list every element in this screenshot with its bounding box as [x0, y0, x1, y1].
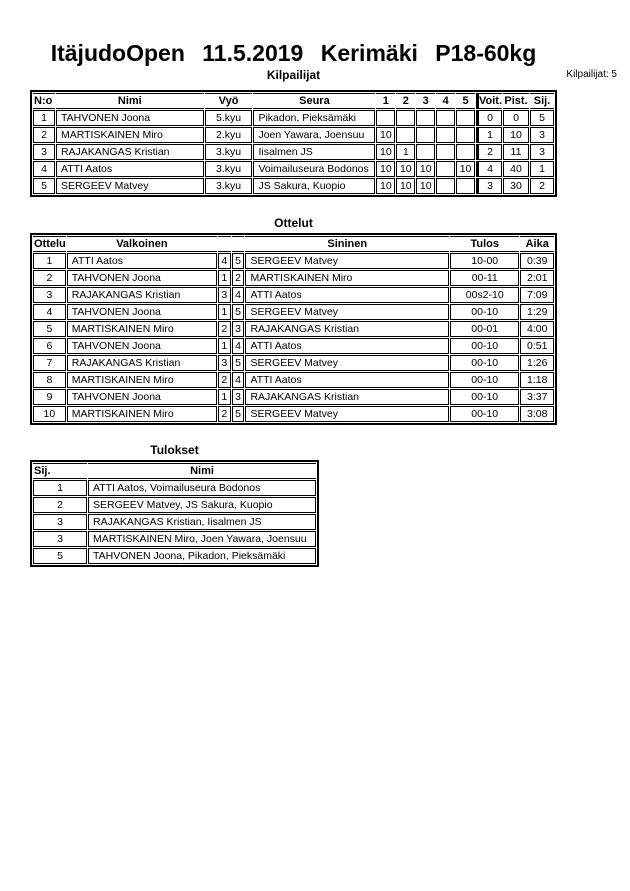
- cell-round-2: 10: [396, 178, 415, 194]
- cell-aika: 7:09: [520, 287, 554, 303]
- cell-white-number: 1: [218, 389, 231, 405]
- cell-match-no: 10: [33, 406, 66, 422]
- cell-tulos: 00-10: [450, 304, 520, 320]
- cell-aika: 1:29: [520, 304, 554, 320]
- cell-no: 2: [33, 127, 55, 143]
- cell-sij: 5: [530, 110, 554, 126]
- cell-valkoinen: TAHVONEN Joona: [67, 304, 217, 320]
- cell-valkoinen: RAJAKANGAS Kristian: [67, 355, 217, 371]
- cell-aika: 3:08: [520, 406, 554, 422]
- cell-white-number: 1: [218, 338, 231, 354]
- cell-aika: 0:51: [520, 338, 554, 354]
- table-header-row: [33, 463, 316, 479]
- cell-pist: 40: [503, 161, 529, 177]
- cell-aika: 3:37: [520, 389, 554, 405]
- cell-tulos: 00-10: [450, 355, 520, 371]
- table-row: [33, 253, 554, 269]
- cell-round-5: [456, 178, 475, 194]
- header-nimi: Nimi: [88, 463, 316, 479]
- cell-match-no: 2: [33, 270, 66, 286]
- cell-pist: 30: [503, 178, 529, 194]
- cell-sij: 2: [530, 178, 554, 194]
- header-tulos: Tulos: [450, 236, 520, 252]
- page-content: [30, 0, 557, 567]
- cell-white-number: 2: [218, 372, 231, 388]
- cell-round-1: 10: [376, 178, 395, 194]
- table-row: [33, 497, 316, 513]
- cell-sininen: SERGEEV Matvey: [245, 253, 449, 269]
- cell-pist: 0: [503, 110, 529, 126]
- cell-round-4: [436, 161, 455, 177]
- cell-round-3: [416, 127, 435, 143]
- cell-sij: 3: [530, 144, 554, 160]
- cell-round-1: 10: [376, 161, 395, 177]
- cell-no: 4: [33, 161, 55, 177]
- header-ottelu: Ottelu: [34, 238, 66, 250]
- section-title-kilpailijat: Kilpailijat: [266, 68, 321, 82]
- cell-blue-number: 4: [232, 287, 245, 303]
- table-row: [33, 389, 554, 405]
- cell-valkoinen: RAJAKANGAS Kristian: [67, 287, 217, 303]
- cell-nimi: SERGEEV Matvey, JS Sakura, Kuopio: [88, 497, 316, 513]
- header-white-number: [218, 236, 231, 252]
- cell-tulos: 00-10: [450, 389, 520, 405]
- competitors-count: Kilpailijat: 5: [566, 69, 617, 80]
- table-row: [33, 144, 554, 160]
- header-pist: Pist.: [504, 95, 528, 107]
- cell-round-1: 10: [376, 127, 395, 143]
- cell-sij: 5: [33, 548, 87, 564]
- table-row: [33, 480, 316, 496]
- cell-no: 3: [33, 144, 55, 160]
- cell-sininen: RAJAKANGAS Kristian: [245, 321, 449, 337]
- header-seura: Seura: [253, 93, 375, 109]
- cell-tulos: 10-00: [450, 253, 520, 269]
- table-row: [33, 178, 554, 194]
- table-row: [33, 304, 554, 320]
- cell-match-no: 1: [33, 253, 66, 269]
- cell-white-number: 3: [218, 287, 231, 303]
- cell-blue-number: 5: [232, 355, 245, 371]
- cell-sij: 1: [33, 480, 87, 496]
- cell-sij: 3: [530, 127, 554, 143]
- cell-sininen: SERGEEV Matvey: [245, 304, 449, 320]
- cell-sininen: SERGEEV Matvey: [245, 355, 449, 371]
- cell-nimi: RAJAKANGAS Kristian, Iisalmen JS: [88, 514, 316, 530]
- cell-sij: 1: [530, 161, 554, 177]
- cell-blue-number: 3: [232, 321, 245, 337]
- header-sij: Sij.: [33, 463, 87, 479]
- cell-sininen: MARTISKAINEN Miro: [245, 270, 449, 286]
- table-row: [33, 287, 554, 303]
- header-blue-number: [232, 236, 245, 252]
- cell-blue-number: 2: [232, 270, 245, 286]
- cell-seura: Iisalmen JS: [253, 144, 375, 160]
- cell-valkoinen: MARTISKAINEN Miro: [67, 406, 217, 422]
- cell-round-3: 10: [416, 161, 435, 177]
- table-row: [33, 355, 554, 371]
- section-title-tulokset: Tulokset: [150, 443, 199, 457]
- cell-tulos: 00s2-10: [450, 287, 520, 303]
- cell-round-5: [456, 144, 475, 160]
- cell-blue-number: 5: [232, 304, 245, 320]
- header-round-5: 5: [456, 93, 475, 109]
- cell-blue-number: 4: [232, 372, 245, 388]
- header-valkoinen: Valkoinen: [67, 236, 217, 252]
- cell-voit: 0: [476, 110, 502, 126]
- cell-aika: 4:00: [520, 321, 554, 337]
- cell-round-4: [436, 110, 455, 126]
- cell-nimi: ATTI Aatos, Voimailuseura Bodonos: [88, 480, 316, 496]
- header-round-4: 4: [436, 93, 455, 109]
- cell-blue-number: 5: [232, 253, 245, 269]
- header-nimi: Nimi: [56, 93, 204, 109]
- header-round-1: 1: [376, 93, 395, 109]
- table-row: [33, 161, 554, 177]
- cell-round-2: 10: [396, 161, 415, 177]
- cell-round-3: [416, 144, 435, 160]
- cell-match-no: 4: [33, 304, 66, 320]
- cell-valkoinen: TAHVONEN Joona: [67, 338, 217, 354]
- cell-nimi: MARTISKAINEN Miro: [56, 127, 204, 143]
- cell-round-2: [396, 110, 415, 126]
- cell-round-3: 10: [416, 178, 435, 194]
- cell-round-5: 10: [456, 161, 475, 177]
- cell-round-1: 10: [376, 144, 395, 160]
- cell-sininen: ATTI Aatos: [245, 372, 449, 388]
- table-row: [33, 338, 554, 354]
- cell-no: 1: [33, 110, 55, 126]
- cell-round-1: [376, 110, 395, 126]
- table-header-row: [33, 236, 554, 252]
- header-no: N:o: [33, 93, 55, 109]
- cell-match-no: 9: [33, 389, 66, 405]
- cell-nimi: ATTI Aatos: [56, 161, 204, 177]
- cell-vyo: 3.kyu: [205, 178, 253, 194]
- cell-aika: 0:39: [520, 253, 554, 269]
- cell-seura: Voimailuseura Bodonos: [253, 161, 375, 177]
- cell-blue-number: 3: [232, 389, 245, 405]
- table-row: [33, 531, 316, 547]
- table-row: [33, 321, 554, 337]
- cell-voit: 1: [476, 127, 502, 143]
- cell-valkoinen: TAHVONEN Joona: [67, 270, 217, 286]
- cell-match-no: 3: [33, 287, 66, 303]
- header-round-2: 2: [396, 93, 415, 109]
- cell-pist: 11: [503, 144, 529, 160]
- cell-white-number: 1: [218, 270, 231, 286]
- cell-match-no: 7: [33, 355, 66, 371]
- cell-match-no: 8: [33, 372, 66, 388]
- table-row: [33, 110, 554, 126]
- table-row: [33, 548, 316, 564]
- cell-valkoinen: MARTISKAINEN Miro: [67, 321, 217, 337]
- cell-voit: 2: [476, 144, 502, 160]
- cell-blue-number: 4: [232, 338, 245, 354]
- table-row: [33, 406, 554, 422]
- cell-nimi: RAJAKANGAS Kristian: [56, 144, 204, 160]
- cell-voit: 3: [476, 178, 502, 194]
- cell-round-5: [456, 127, 475, 143]
- cell-tulos: 00-11: [450, 270, 520, 286]
- table-tulokset: [30, 460, 319, 567]
- cell-pist: 10: [503, 127, 529, 143]
- cell-valkoinen: ATTI Aatos: [67, 253, 217, 269]
- cell-white-number: 3: [218, 355, 231, 371]
- header-round-3: 3: [416, 93, 435, 109]
- table-row: [33, 372, 554, 388]
- cell-white-number: 4: [218, 253, 231, 269]
- cell-aika: 1:26: [520, 355, 554, 371]
- cell-no: 5: [33, 178, 55, 194]
- table-header-row: [33, 93, 554, 109]
- cell-sininen: RAJAKANGAS Kristian: [245, 389, 449, 405]
- cell-match-no: 6: [33, 338, 66, 354]
- header-vyo: Vyö: [205, 93, 253, 109]
- cell-round-2: [396, 127, 415, 143]
- cell-round-4: [436, 178, 455, 194]
- table-ottelut: [30, 233, 557, 425]
- cell-valkoinen: MARTISKAINEN Miro: [67, 372, 217, 388]
- cell-aika: 1:18: [520, 372, 554, 388]
- section-title-ottelut: Ottelut: [274, 216, 313, 230]
- cell-vyo: 2.kyu: [205, 127, 253, 143]
- table-kilpailijat: [30, 90, 557, 197]
- table-row: [33, 514, 316, 530]
- header-sij: Sij.: [530, 93, 554, 109]
- cell-tulos: 00-10: [450, 406, 520, 422]
- cell-nimi: TAHVONEN Joona, Pikadon, Pieksämäki: [88, 548, 316, 564]
- cell-valkoinen: TAHVONEN Joona: [67, 389, 217, 405]
- cell-nimi: TAHVONEN Joona: [56, 110, 204, 126]
- table-row: [33, 270, 554, 286]
- cell-round-4: [436, 127, 455, 143]
- cell-seura: JS Sakura, Kuopio: [253, 178, 375, 194]
- cell-voit: 4: [476, 161, 502, 177]
- cell-white-number: 1: [218, 304, 231, 320]
- cell-sij: 3: [33, 514, 87, 530]
- cell-seura: Pikadon, Pieksämäki: [253, 110, 375, 126]
- cell-nimi: SERGEEV Matvey: [56, 178, 204, 194]
- cell-sininen: ATTI Aatos: [245, 287, 449, 303]
- cell-blue-number: 5: [232, 406, 245, 422]
- cell-tulos: 00-10: [450, 372, 520, 388]
- cell-tulos: 00-01: [450, 321, 520, 337]
- cell-sij: 2: [33, 497, 87, 513]
- cell-round-5: [456, 110, 475, 126]
- cell-match-no: 5: [33, 321, 66, 337]
- header-aika: Aika: [520, 236, 554, 252]
- cell-white-number: 2: [218, 321, 231, 337]
- cell-sij: 3: [33, 531, 87, 547]
- cell-sininen: ATTI Aatos: [245, 338, 449, 354]
- header-voit: Voit.: [476, 93, 502, 109]
- cell-vyo: 3.kyu: [205, 161, 253, 177]
- cell-vyo: 5.kyu: [205, 110, 253, 126]
- cell-sininen: SERGEEV Matvey: [245, 406, 449, 422]
- cell-round-2: 1: [396, 144, 415, 160]
- cell-round-3: [416, 110, 435, 126]
- cell-white-number: 2: [218, 406, 231, 422]
- header-sininen: Sininen: [245, 236, 449, 252]
- page-title: ItäjudoOpen 11.5.2019 Kerimäki P18-60kg: [50, 40, 537, 66]
- cell-nimi: MARTISKAINEN Miro, Joen Yawara, Joensuu: [88, 531, 316, 547]
- cell-tulos: 00-10: [450, 338, 520, 354]
- cell-round-4: [436, 144, 455, 160]
- cell-vyo: 3.kyu: [205, 144, 253, 160]
- cell-aika: 2:01: [520, 270, 554, 286]
- table-row: [33, 127, 554, 143]
- cell-seura: Joen Yawara, Joensuu: [253, 127, 375, 143]
